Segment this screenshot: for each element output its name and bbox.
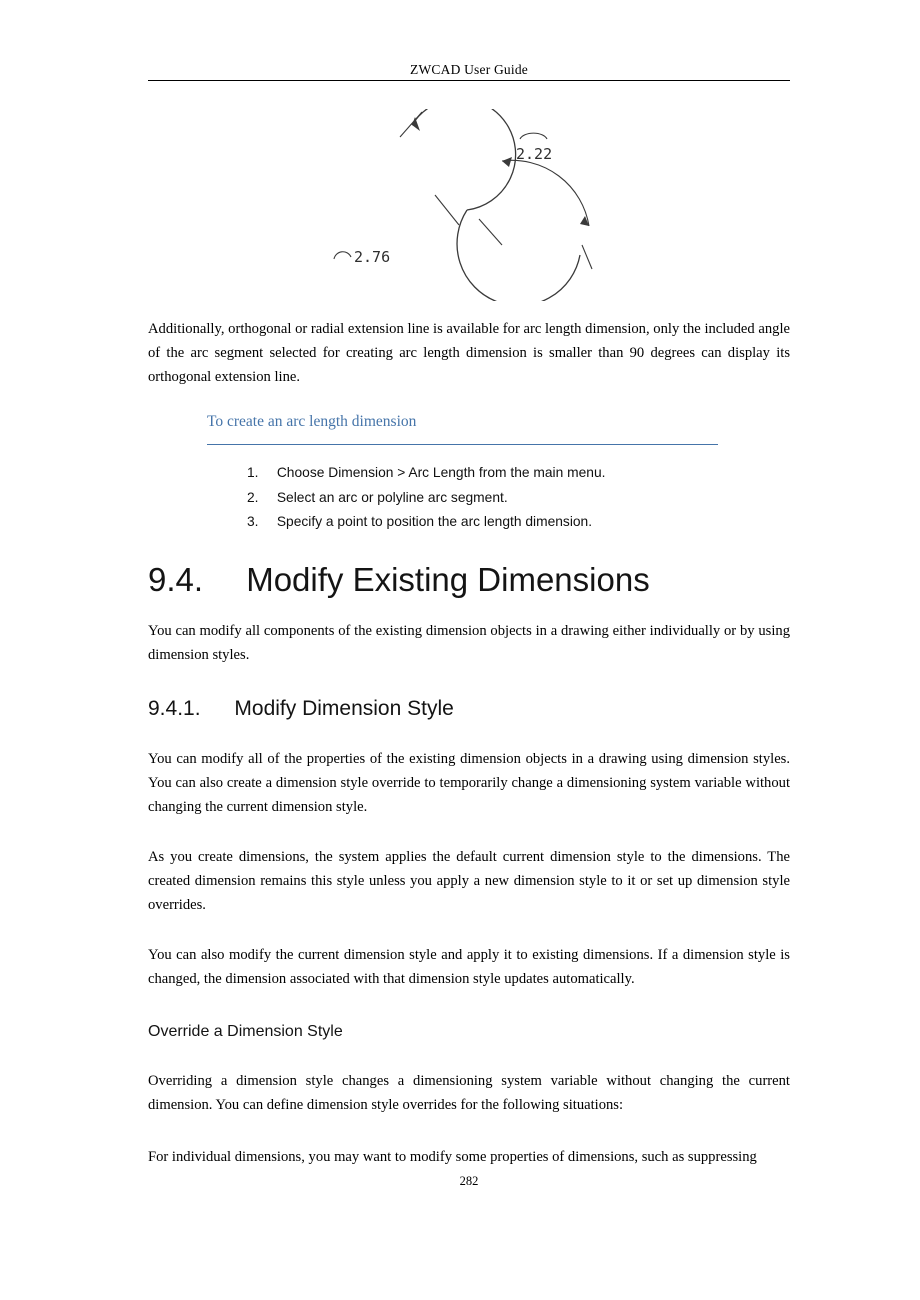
left-arc (412, 109, 516, 210)
end-extension-line (582, 245, 592, 269)
body-paragraph: For individual dimensions, you may want to modify some properties of dimensions, such as suppressing (148, 1148, 757, 1165)
mid-extension-line-1 (435, 195, 459, 225)
arc-length-value-bottom: 2.76 (354, 248, 391, 266)
body-paragraph: You can also modify the current dimension style and apply it to existing dimensions. If a dimension style is changed, the dimension associated with that dimension style updates automatically. (148, 946, 790, 987)
list-item (247, 510, 790, 535)
running-header (148, 62, 790, 81)
header-title: ZWCAD User Guide (410, 62, 528, 77)
procedure-title: To create an arc length dimension (207, 413, 417, 430)
step-text: Choose Dimension > Arc Length from the main menu. (276, 465, 606, 480)
arc-length-value-top: 2.22 (516, 145, 553, 163)
procedure-block (207, 413, 718, 445)
step-number: 3. (247, 514, 259, 529)
section-heading (148, 561, 790, 599)
step-text: Select an arc or polyline arc segment. (276, 489, 508, 505)
list-item (247, 461, 790, 486)
subsection-heading (148, 697, 790, 721)
subsection-number: 9.4.1. (148, 696, 201, 720)
step-number: 1. (247, 465, 259, 480)
list-item (247, 486, 790, 511)
right-arc (457, 210, 580, 301)
section-title: Modify Existing Dimensions (246, 560, 650, 598)
page-content (148, 0, 790, 1189)
body-paragraph: Overriding a dimension style changes a dimensioning system variable without changing the current dimension. You can define dimension style overrides for the following situations: (148, 1072, 790, 1113)
subsection-title: Modify Dimension Style (234, 696, 454, 720)
step-text: Specify a point to position the arc length dimension. (276, 514, 593, 529)
dimension-arc (502, 160, 589, 226)
override-heading: Override a Dimension Style (148, 1022, 343, 1040)
procedure-steps (247, 461, 790, 535)
step-number: 2. (247, 489, 259, 505)
body-paragraph: You can modify all of the properties of the existing dimension objects in a drawing using dimension styles. You can also create a dimension style override to temporarily change a dimensioning system variable without changing the current dimension style. (148, 750, 790, 815)
top-extension-line (400, 112, 422, 137)
section-intro-paragraph: You can modify all components of the existing dimension objects in a drawing either individually or by using dimension styles. (148, 622, 790, 663)
intro-paragraph: Additionally, orthogonal or radial extension line is available for arc length dimension, only the included angle of the arc segment selected for creating arc length dimension is smaller than 90 degrees can display its orthogonal extension line. (148, 321, 790, 385)
cad-drawing (316, 109, 621, 301)
section-number: 9.4. (148, 560, 204, 598)
body-paragraph: As you create dimensions, the system applies the default current dimension style to the dimensions. The created dimension remains this style unless you apply a new dimension style to it or set up dimension style overrides. (148, 848, 790, 913)
dimension-arrow-left (502, 157, 512, 167)
arc-symbol-top (520, 133, 547, 139)
arc-length-dimension-figure (316, 109, 621, 301)
mid-extension-line-2 (479, 219, 502, 245)
arc-symbol-bottom (334, 252, 351, 259)
page-number: 282 (459, 1173, 479, 1188)
